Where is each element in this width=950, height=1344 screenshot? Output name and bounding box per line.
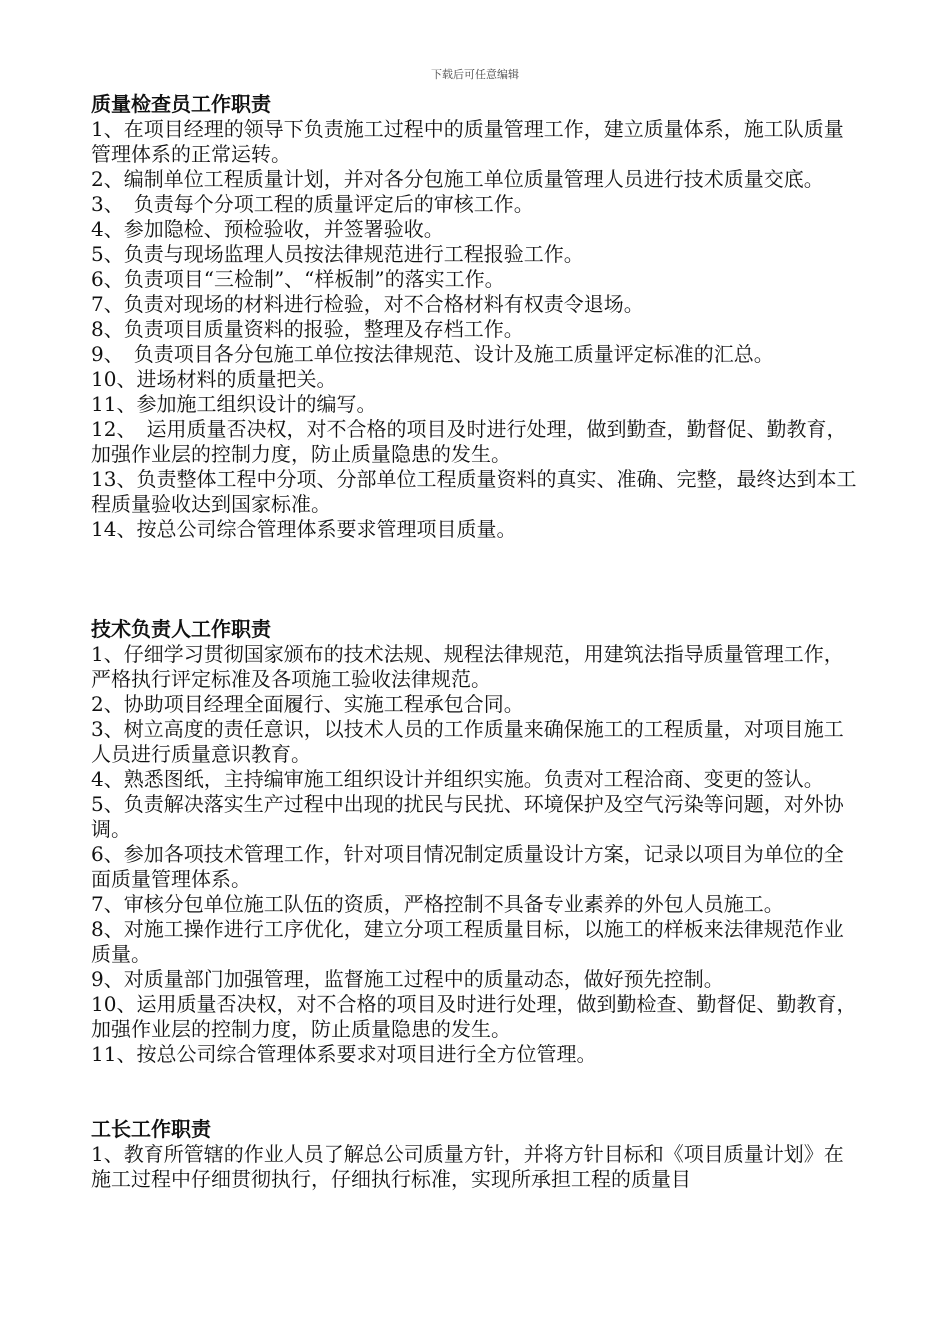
- section-technical-lead: [91, 617, 861, 1067]
- section-quality-inspector: [91, 92, 861, 542]
- list-item: 9、 负责项目各分包施工单位按法律规范、设计及施工质量评定标准的汇总。: [91, 342, 774, 366]
- header-note: 下载后可任意编辑: [431, 68, 519, 81]
- list-item: 10、运用质量否决权，对不合格的项目及时进行处理，做到勤检查、勤督促、勤教育，加强作业层的控制力度，防止质量隐患的发生。: [91, 992, 857, 1041]
- list-item: 11、参加施工组织设计的编写。: [91, 392, 377, 416]
- list-item: 6、负责项目“三检制”、“样板制”的落实工作。: [91, 267, 505, 291]
- list-item: 7、审核分包单位施工队伍的资质，严格控制不具备专业素养的外包人员施工。: [91, 892, 784, 916]
- section-spacer: [91, 542, 861, 617]
- section-title: 工长工作职责: [91, 1117, 211, 1141]
- list-item: 4、参加隐检、预检验收，并签署验收。: [91, 217, 444, 241]
- list-item: 9、对质量部门加强管理，监督施工过程中的质量动态，做好预先控制。: [91, 967, 724, 991]
- list-item: 8、对施工操作进行工序优化，建立分项工程质量目标，以施工的样板来法律规范作业质量。: [91, 917, 844, 966]
- list-item: 13、负责整体工程中分项、分部单位工程质量资料的真实、准确、完整，最终达到本工程质量验收达到国家标准。: [91, 467, 857, 516]
- document-body: [91, 92, 861, 1192]
- list-item: 5、负责与现场监理人员按法律规范进行工程报验工作。: [91, 242, 584, 266]
- list-item: 3、树立高度的责任意识，以技术人员的工作质量来确保施工的工程质量，对项目施工人员进行质量意识教育。: [91, 717, 844, 766]
- list-item: 2、协助项目经理全面履行、实施工程承包合同。: [91, 692, 524, 716]
- section-spacer: [91, 1067, 861, 1117]
- duty-list: [91, 642, 861, 1067]
- list-item: 8、负责项目质量资料的报验，整理及存档工作。: [91, 317, 524, 341]
- list-item: 5、负责解决落实生产过程中出现的扰民与民扰、环境保护及空气污染等问题，对外协调。: [91, 792, 844, 841]
- list-item: 1、仔细学习贯彻国家颁布的技术法规、规程法律规范，用建筑法指导质量管理工作，严格执行评定标准及各项施工验收法律规范。: [91, 642, 844, 691]
- duty-list: [91, 1142, 861, 1192]
- list-item: 2、编制单位工程质量计划，并对各分包施工单位质量管理人员进行技术质量交底。: [91, 167, 824, 191]
- list-item: 6、参加各项技术管理工作，针对项目情况制定质量设计方案，记录以项目为单位的全面质量管理体系。: [91, 842, 844, 891]
- list-item: 12、 运用质量否决权，对不合格的项目及时进行处理，做到勤查，勤督促、勤教育，加强作业层的控制力度，防止质量隐患的发生。: [91, 417, 847, 466]
- list-item: 11、按总公司综合管理体系要求对项目进行全方位管理。: [91, 1042, 597, 1066]
- list-item: 1、教育所管辖的作业人员了解总公司质量方针，并将方针目标和《项目质量计划》在施工过程中仔细贯彻执行，仔细执行标准，实现所承担工程的质量目: [91, 1142, 844, 1191]
- duty-list: [91, 117, 861, 542]
- list-item: 3、 负责每个分项工程的质量评定后的审核工作。: [91, 192, 534, 216]
- section-foreman: [91, 1117, 861, 1192]
- section-title: 质量检查员工作职责: [91, 92, 271, 116]
- section-title: 技术负责人工作职责: [91, 617, 271, 641]
- list-item: 10、进场材料的质量把关。: [91, 367, 337, 391]
- list-item: 14、按总公司综合管理体系要求管理项目质量。: [91, 517, 517, 541]
- list-item: 1、在项目经理的领导下负责施工过程中的质量管理工作，建立质量体系，施工队质量管理体系的正常运转。: [91, 117, 844, 166]
- list-item: 4、熟悉图纸，主持编审施工组织设计并组织实施。负责对工程洽商、变更的签认。: [91, 767, 824, 791]
- list-item: 7、负责对现场的材料进行检验，对不合格材料有权责令退场。: [91, 292, 644, 316]
